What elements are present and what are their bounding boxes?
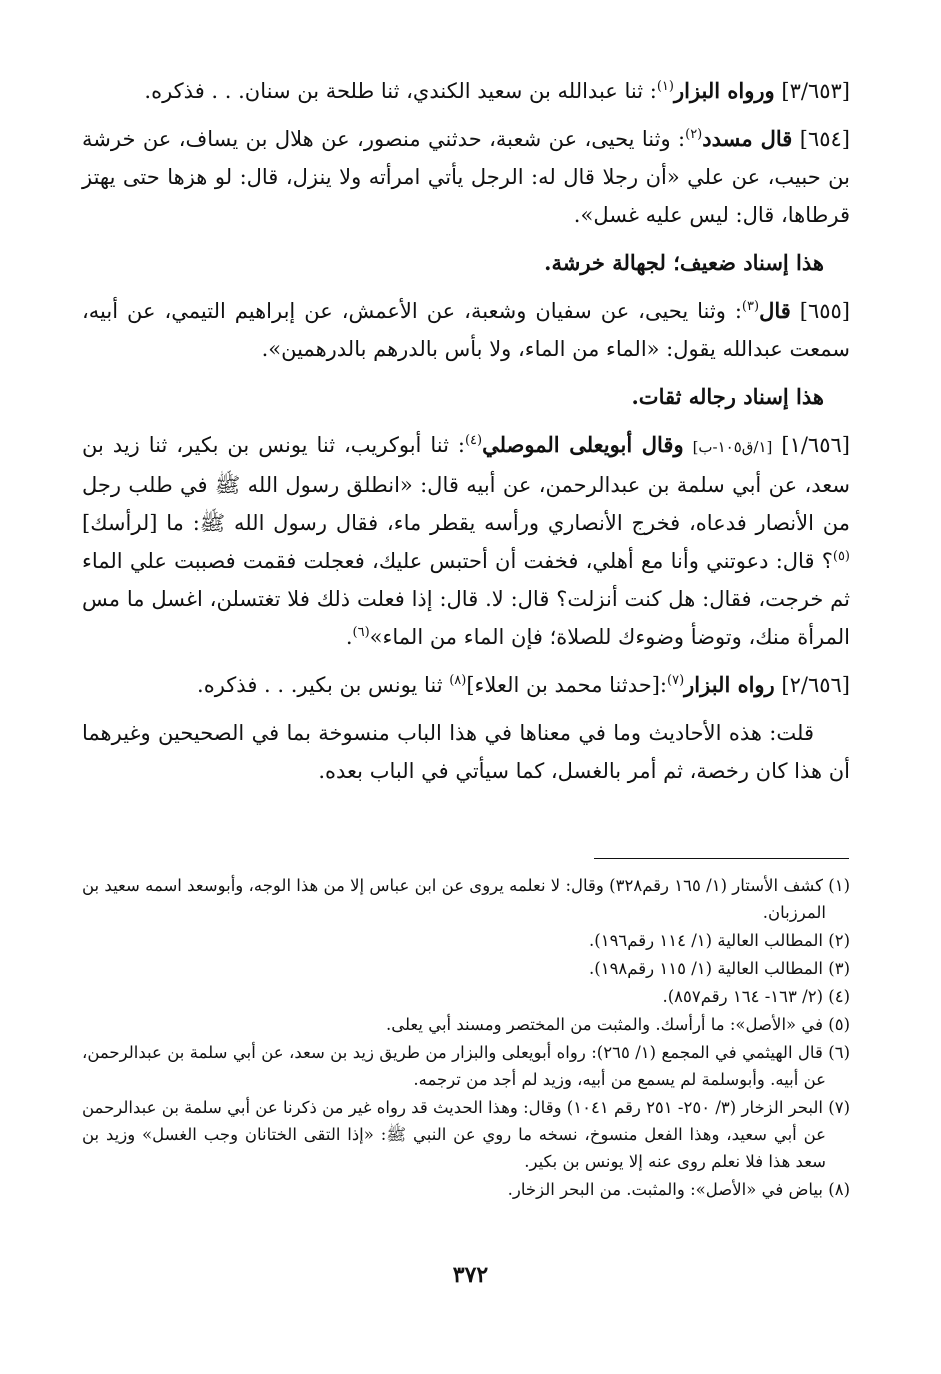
footnote-ref[interactable]: (٤)	[464, 433, 483, 448]
footnote-divider	[594, 858, 849, 859]
footnote-ref[interactable]: (٧)	[667, 673, 685, 688]
footnote-3: (٣) المطالب العالية (١/ ١١٥ رقم١٩٨).	[589, 959, 850, 978]
footnote-8: (٨) بياض في «الأصل»: والمثبت. من البحر الزخار.	[507, 1180, 850, 1199]
isnad-grade: هذا إسناد ضعيف؛ لجهالة خرشة.	[544, 250, 824, 275]
hadith-656-1	[82, 426, 850, 656]
hadith-656-2	[82, 666, 850, 704]
footnote-ref[interactable]: (٣)	[741, 299, 760, 314]
source-name: قال	[759, 298, 791, 323]
source-name: وقال أبويعلى الموصلي	[482, 432, 684, 457]
footnotes	[82, 872, 850, 1204]
manuscript-ref: [١/ق١٠٥-ب]	[692, 438, 773, 456]
hadith-number: [٦٥٥]	[799, 299, 850, 323]
footnote-2: (٢) المطالب العالية (١/ ١١٤ رقم١٩٦).	[589, 931, 850, 950]
hadith-text: : وثنا يحيى، عن شعبة، حدثني منصور، عن هلال بن يساف، عن خرشة بن حبيب، عن علي «أن رجلا قال له: الرجل يأتي امرأته ولا ينزل، قال: لو هزها حتى يهتز قرطاها، قال: ليس عليه غسل».	[82, 127, 850, 227]
footnote-7: (٧) البحر الزخار (٣/ ٢٥٠- ٢٥١ رقم ١٠٤١) وقال: وهذا الحديث قد رواه غير من ذكرنا عن أبي سلمة بن عبدالرحمن عن أبي سعيد، وهذا الفعل منسوخ، نسخه ما روي عن النبي ﷺ: «إذا التقى الختانان وجب الغسل» وزيد بن سعد هذا فلا نعلم روى عنه إلا يونس بن بكير.	[82, 1098, 851, 1171]
hadith-654	[82, 120, 850, 234]
main-text	[82, 72, 850, 800]
footnote-6: (٦) قال الهيثمي في المجمع (١/ ٢٦٥): رواه أبويعلى والبزار من طريق زيد بن سعد، عن أبي سلمة بن عبدالرحمن، عن أبيه. وأبوسلمة لم يسمع من أبيه، وزيد لم أجد من ترجمه.	[82, 1043, 850, 1089]
hadith-number: [١/٦٥٦]	[781, 433, 850, 457]
hadith-text: : وثنا يحيى، عن سفيان وشعبة، عن الأعمش، عن إبراهيم التيمي، عن أبيه، سمعت عبدالله يقول: «الماء من الماء، ولا بأس بالدرهم بالدرهمين».	[82, 299, 850, 361]
source-name: ورواه البزار	[673, 78, 775, 103]
hadith-text: : ثنا أبوكريب، ثنا يونس بن بكير، ثنا زيد بن سعد، عن أبي سلمة بن عبدالرحمن، عن أبيه قال: «انطلق رسول الله ﷺ في طلب رجل من الأنصار فدعاه، فخرج الأنصاري ورأسه يقطر ماء، فقال رسول الله ﷺ: ما [لرأسك]	[82, 433, 850, 535]
hadith-text: ثنا يونس بن بكير. . . فذكره.	[197, 673, 450, 697]
commentary: قلت: هذه الأحاديث وما في معناها في هذا الباب منسوخة بما في الصحيحين وغيرهما أن هذا كان رخصة، ثم أمر بالغسل، كما سيأتي في الباب بعده.	[82, 721, 850, 783]
hadith-text: : ثنا عبدالله بن سعيد الكندي، ثنا طلحة بن سنان. . . فذكره.	[144, 79, 657, 103]
isnad-grade: هذا إسناد رجاله ثقات.	[631, 384, 824, 409]
hadith-number: [٣/٦٥٣]	[781, 79, 850, 103]
hadith-number: [٦٥٤]	[799, 127, 850, 151]
page-number: ٣٧٢	[452, 1262, 489, 1288]
footnote-5: (٥) في «الأصل»: ما أرأسك. والمثبت من المختصر ومسند أبي يعلى.	[385, 1015, 850, 1034]
source-name: رواه البزار	[684, 672, 775, 697]
source-name: قال مسدد	[702, 126, 793, 151]
hadith-653	[82, 72, 850, 110]
footnote-ref[interactable]: (٥)	[832, 549, 850, 564]
hadith-number: [٢/٦٥٦]	[781, 673, 850, 697]
hadith-655	[82, 292, 850, 368]
hadith-text-end: .	[345, 625, 353, 649]
footnote-1: (١) كشف الأستار (١/ ١٦٥ رقم٣٢٨) وقال: لا نعلمه يروى عن ابن عباس إلا من هذا الوجه، وأبوسعد اسمه سعيد بن المرزبان.	[82, 876, 851, 922]
footnote-4: (٤) (٢/ ١٦٣- ١٦٤ رقم٨٥٧).	[662, 987, 850, 1006]
footnote-ref[interactable]: (٦)	[352, 625, 370, 640]
footnote-ref[interactable]: (٢)	[685, 127, 703, 142]
footnote-ref[interactable]: (٨)	[449, 673, 467, 688]
hadith-text: :[حدثنا محمد بن العلاء]	[466, 673, 667, 697]
footnote-ref[interactable]: (١)	[656, 79, 674, 94]
hadith-text: ؟ قال: دعوتني وأنا مع أهلي، فخفت أن أحتبس عليك، فعجلت فقمت فصببت علي الماء ثم خرجت، فقال: هل كنت أنزلت؟ قال: لا. قال: إذا فعلت ذلك فلا تغتسلن، اغسل ما مس المرأة منك، وتوضأ وضوءك للصلاة؛ فإن الماء من الماء»	[82, 549, 850, 649]
